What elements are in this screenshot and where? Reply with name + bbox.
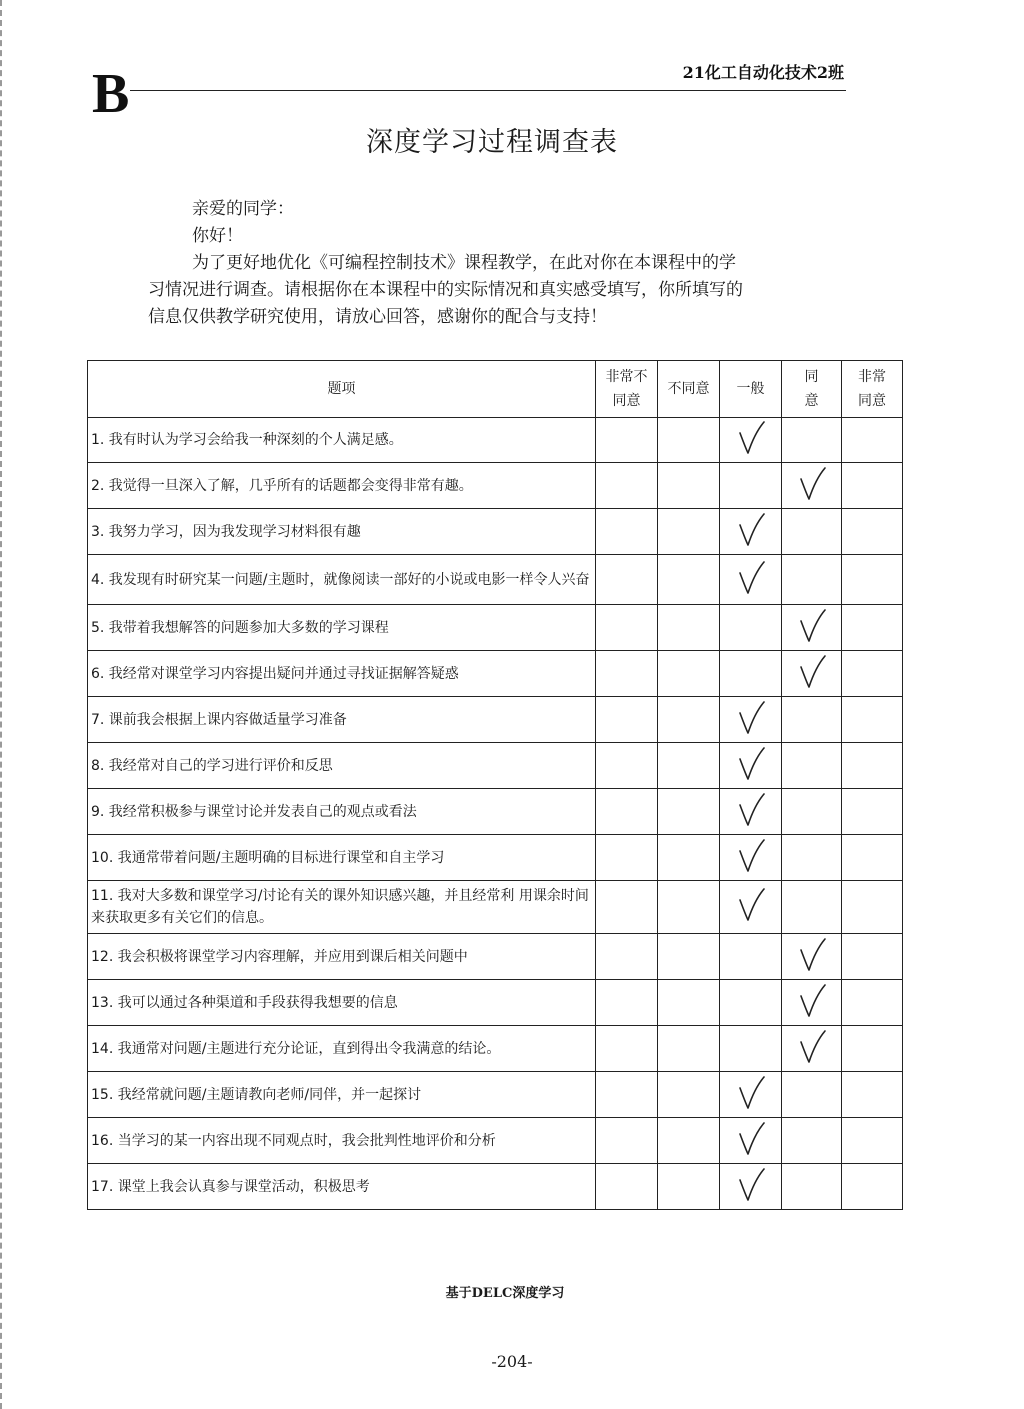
response-cell xyxy=(842,697,903,743)
response-cell xyxy=(658,789,720,835)
response-cell xyxy=(596,697,658,743)
response-cell xyxy=(596,605,658,651)
response-cell xyxy=(596,1026,658,1072)
header-disagree: 不同意 xyxy=(658,361,720,418)
scan-edge xyxy=(0,0,5,1409)
response-cell xyxy=(782,605,842,651)
question-text: 3. 我努力学习，因为我发现学习材料很有趣 xyxy=(88,509,596,555)
response-cell xyxy=(842,835,903,881)
response-cell xyxy=(782,743,842,789)
response-cell xyxy=(782,418,842,463)
response-cell xyxy=(658,934,720,980)
question-text: 7. 课前我会根据上课内容做适量学习准备 xyxy=(88,697,596,743)
response-cell xyxy=(782,555,842,605)
table-row xyxy=(88,835,903,881)
response-cell xyxy=(658,651,720,697)
response-cell xyxy=(720,835,782,881)
question-text: 5. 我带着我想解答的问题参加大多数的学习课程 xyxy=(88,605,596,651)
response-cell xyxy=(596,835,658,881)
checkmark-icon xyxy=(734,1166,768,1204)
response-cell xyxy=(782,509,842,555)
response-cell xyxy=(842,980,903,1026)
response-cell xyxy=(782,1164,842,1210)
section-letter: B xyxy=(92,63,130,125)
table-row xyxy=(88,418,903,463)
response-cell xyxy=(720,789,782,835)
greeting: 亲爱的同学： xyxy=(192,199,294,219)
intro-line-1: 为了更好地优化《可编程控制技术》课程教学，在此对你在本课程中的学 xyxy=(192,253,736,273)
response-cell xyxy=(720,881,782,934)
question-text: 4. 我发现有时研究某一问题/主题时，就像阅读一部好的小说或电影一样令人兴奋 xyxy=(88,555,596,605)
response-cell xyxy=(782,835,842,881)
response-cell xyxy=(842,509,903,555)
response-cell xyxy=(596,651,658,697)
response-cell xyxy=(658,980,720,1026)
intro-text xyxy=(148,196,848,331)
response-cell xyxy=(720,651,782,697)
response-cell xyxy=(720,555,782,605)
response-cell xyxy=(658,509,720,555)
table-row xyxy=(88,1072,903,1118)
response-cell xyxy=(842,1164,903,1210)
response-cell xyxy=(596,463,658,509)
response-cell xyxy=(658,743,720,789)
response-cell xyxy=(658,605,720,651)
response-cell xyxy=(782,934,842,980)
header-strongly-disagree: 非常不同意 xyxy=(596,361,658,418)
table-row xyxy=(88,555,903,605)
checkmark-icon xyxy=(795,936,829,974)
response-cell xyxy=(596,1118,658,1164)
question-text: 10. 我通常带着问题/主题明确的目标进行课堂和自主学习 xyxy=(88,835,596,881)
response-cell xyxy=(842,881,903,934)
response-cell xyxy=(720,743,782,789)
response-cell xyxy=(596,418,658,463)
response-cell xyxy=(720,509,782,555)
response-cell xyxy=(842,789,903,835)
table-row xyxy=(88,789,903,835)
response-cell xyxy=(782,651,842,697)
response-cell xyxy=(782,697,842,743)
question-text: 12. 我会积极将课堂学习内容理解，并应用到课后相关问题中 xyxy=(88,934,596,980)
response-cell xyxy=(842,1118,903,1164)
response-cell xyxy=(782,1072,842,1118)
header-strongly-agree: 非常同意 xyxy=(842,361,903,418)
question-text: 9. 我经常积极参与课堂讨论并发表自己的观点或看法 xyxy=(88,789,596,835)
response-cell xyxy=(782,1118,842,1164)
response-cell xyxy=(596,980,658,1026)
response-cell xyxy=(658,1164,720,1210)
response-cell xyxy=(720,697,782,743)
checkmark-icon xyxy=(734,699,768,737)
table-row xyxy=(88,509,903,555)
checkmark-icon xyxy=(734,1120,768,1158)
question-text: 13. 我可以通过各种渠道和手段获得我想要的信息 xyxy=(88,980,596,1026)
table-row xyxy=(88,881,903,934)
header-item: 题项 xyxy=(88,361,596,418)
response-cell xyxy=(658,1118,720,1164)
response-cell xyxy=(842,555,903,605)
response-cell xyxy=(596,1164,658,1210)
response-cell xyxy=(782,1026,842,1072)
response-cell xyxy=(720,605,782,651)
question-text: 15. 我经常就问题/主题请教向老师/同伴，并一起探讨 xyxy=(88,1072,596,1118)
response-cell xyxy=(720,1026,782,1072)
checkmark-icon xyxy=(734,559,768,597)
survey-body xyxy=(88,418,903,1210)
hello: 你好！ xyxy=(192,226,243,246)
intro-line-2: 习情况进行调查。请根据你在本课程中的实际情况和真实感受填写，你所填写的 xyxy=(148,280,743,300)
response-cell xyxy=(720,463,782,509)
checkmark-icon xyxy=(734,745,768,783)
response-cell xyxy=(658,835,720,881)
header-rule xyxy=(130,90,846,91)
checkmark-icon xyxy=(795,653,829,691)
question-text: 6. 我经常对课堂学习内容提出疑问并通过寻找证据解答疑惑 xyxy=(88,651,596,697)
table-row xyxy=(88,1118,903,1164)
response-cell xyxy=(842,605,903,651)
header-neutral: 一般 xyxy=(720,361,782,418)
response-cell xyxy=(842,1072,903,1118)
page-number: -204- xyxy=(491,1352,533,1371)
response-cell xyxy=(658,697,720,743)
response-cell xyxy=(596,789,658,835)
header-row xyxy=(88,361,903,418)
checkmark-icon xyxy=(734,511,768,549)
response-cell xyxy=(596,509,658,555)
question-text: 17. 课堂上我会认真参与课堂活动，积极思考 xyxy=(88,1164,596,1210)
question-text: 1. 我有时认为学习会给我一种深刻的个人满足感。 xyxy=(88,418,596,463)
response-cell xyxy=(842,463,903,509)
response-cell xyxy=(842,743,903,789)
response-cell xyxy=(842,934,903,980)
table-row xyxy=(88,980,903,1026)
table-row xyxy=(88,1164,903,1210)
response-cell xyxy=(658,463,720,509)
response-cell xyxy=(596,1072,658,1118)
response-cell xyxy=(782,881,842,934)
response-cell xyxy=(596,881,658,934)
question-text: 14. 我通常对问题/主题进行充分论证，直到得出令我满意的结论。 xyxy=(88,1026,596,1072)
intro-line-3: 信息仅供教学研究使用，请放心回答，感谢你的配合与支持！ xyxy=(148,307,607,327)
table-row xyxy=(88,651,903,697)
response-cell xyxy=(720,418,782,463)
response-cell xyxy=(596,743,658,789)
checkmark-icon xyxy=(734,791,768,829)
response-cell xyxy=(596,555,658,605)
response-cell xyxy=(720,1118,782,1164)
checkmark-icon xyxy=(734,419,768,457)
question-text: 8. 我经常对自己的学习进行评价和反思 xyxy=(88,743,596,789)
response-cell xyxy=(720,980,782,1026)
response-cell xyxy=(720,1164,782,1210)
response-cell xyxy=(658,418,720,463)
table-row xyxy=(88,934,903,980)
checkmark-icon xyxy=(734,886,768,924)
checkmark-icon xyxy=(795,465,829,503)
footer-label: 基于DELC深度学习 xyxy=(445,1286,565,1301)
question-text: 11. 我对大多数和课堂学习/讨论有关的课外知识感兴趣，并且经常利 用课余时间来获取更多有关它们的信息。 xyxy=(88,881,596,934)
checkmark-icon xyxy=(734,1074,768,1112)
checkmark-icon xyxy=(734,837,768,875)
response-cell xyxy=(842,1026,903,1072)
question-text: 16. 当学习的某一内容出现不同观点时，我会批判性地评价和分析 xyxy=(88,1118,596,1164)
table-row xyxy=(88,463,903,509)
table-row xyxy=(88,1026,903,1072)
response-cell xyxy=(658,1072,720,1118)
response-cell xyxy=(720,1072,782,1118)
response-cell xyxy=(658,1026,720,1072)
document-title: 深度学习过程调查表 xyxy=(366,127,618,158)
table-row xyxy=(88,697,903,743)
table-row xyxy=(88,605,903,651)
response-cell xyxy=(842,651,903,697)
response-cell xyxy=(782,980,842,1026)
response-cell xyxy=(658,555,720,605)
question-text: 2. 我觉得一旦深入了解，几乎所有的话题都会变得非常有趣。 xyxy=(88,463,596,509)
survey-table xyxy=(87,360,903,1210)
response-cell xyxy=(720,934,782,980)
response-cell xyxy=(842,418,903,463)
checkmark-icon xyxy=(795,982,829,1020)
checkmark-icon xyxy=(795,607,829,645)
response-cell xyxy=(658,881,720,934)
header-agree: 同意 xyxy=(782,361,842,418)
table-row xyxy=(88,743,903,789)
class-name: 21化工自动化技术2班 xyxy=(682,63,844,82)
response-cell xyxy=(596,934,658,980)
response-cell xyxy=(782,789,842,835)
response-cell xyxy=(782,463,842,509)
checkmark-icon xyxy=(795,1028,829,1066)
